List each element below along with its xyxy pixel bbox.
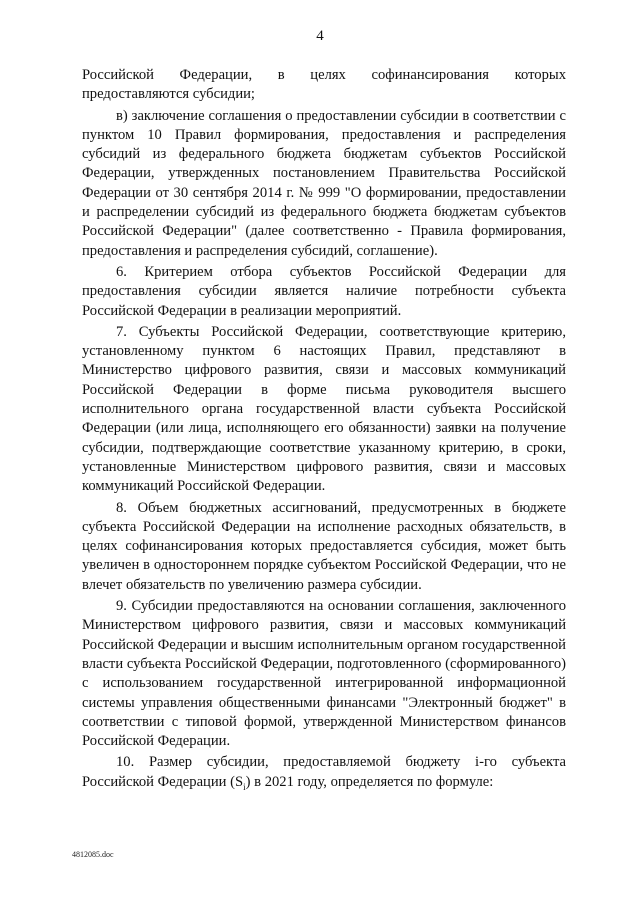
paragraph-continuation: Российской Федерации, в целях софинансирования которых предоставляются субсидии;: [82, 67, 566, 103]
paragraph-7: 7. Субъекты Российской Федерации, соответствующие критерию, установленному пунктом 6 настоящих Правил, представляют в Министерство цифрового развития, связи и массовых коммуникаций Российской Федерации в форме письма руководителя высшего исполнительного органа государственной власти субъекта Российской Федерации (или лица, исполняющего его обязанности) заявки на получение субсидии, подтверждающие соответствие указанному критерию, в сроки, установленные Министерством цифрового развития, связи и массовых коммуникаций Российской Федерации.: [82, 323, 566, 495]
footer-document-id: 4812085.doc: [72, 850, 114, 859]
paragraph-10-text-end: ) в 2021 году, определяется по формуле:: [245, 773, 494, 790]
paragraph-8: 8. Объем бюджетных ассигнований, предусмотренных в бюджете субъекта Российской Федерации на исполнение расходных обязательств, в целях софинансирования которых предоставляется субсидия, может быть увеличен в одностороннем порядке субъектом Российской Федерации, что не влечет обязательств по увеличению размера субсидии.: [82, 499, 566, 593]
paragraph-6: 6. Критерием отбора субъектов Российской Федерации для предоставления субсидии является наличие потребности субъекта Российской Федерации в реализации мероприятий.: [82, 263, 566, 319]
page-number: 4: [316, 28, 324, 44]
paragraph-9: 9. Субсидии предоставляются на основании соглашения, заключенного Министерством цифрового развития, связи и массовых коммуникаций Российской Федерации и высшим исполнительным органом государственной власти субъекта Российской Федерации, подготовленного (сформированного) с использованием государственной интегрированной информационной системы управления общественными финансами "Электронный бюджет" в соответствии с типовой формой, утвержденной Министерством финансов Российской Федерации.: [82, 598, 566, 750]
paragraph-10: [82, 753, 566, 792]
paragraph-item-v: в) заключение соглашения о предоставлении субсидии в соответствии с пунктом 10 Правил формирования, предоставления и распределения субсидий из федерального бюджета бюджетам субъектов Российской Федерации, утвержденных постановлением Правительства Российской Федерации от 30 сентября 2014 г. № 999 "О формировании, предоставлении и распределении субсидий из федерального бюджета бюджетам субъектов Российской Федерации" (далее соответственно - Правила формирования, предоставления и распределения субсидий, соглашение).: [82, 107, 566, 259]
subscript-i: i: [243, 781, 246, 792]
document-body: [82, 66, 566, 794]
paragraph-10-text-start: 10. Размер субсидии, предоставляемой бюджету i-го субъекта Российской Федерации (S: [82, 754, 566, 790]
